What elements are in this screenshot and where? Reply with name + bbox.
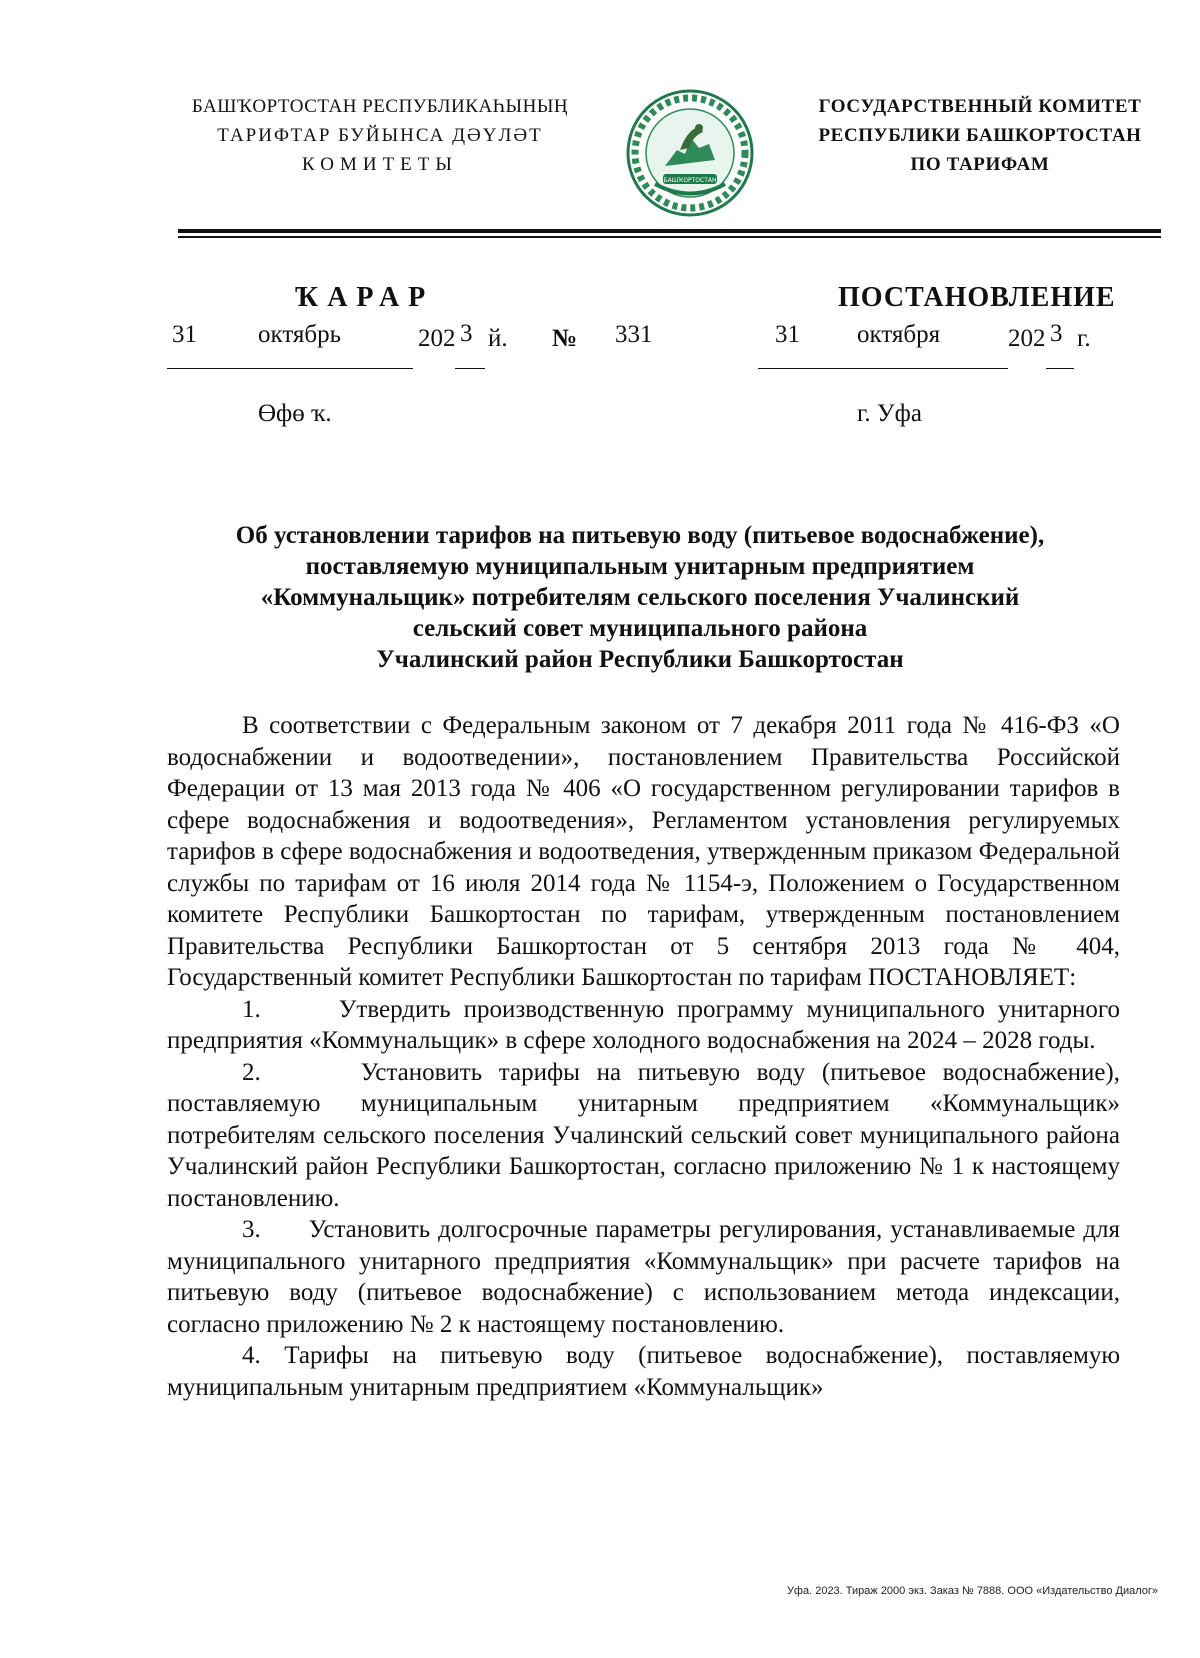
date-right-suffix: г. — [1077, 325, 1091, 352]
emblem-label: БАШҠОРТОСТАН — [663, 177, 717, 184]
document-heading — [160, 520, 1120, 675]
body-item-4: 4. Тарифы на питьевую воду (питьевое водоснабжение), поставляемую муниципальным унитарным предприятием «Коммунальщик» — [167, 1342, 1120, 1401]
date-right-year-prefix: 202 — [1008, 325, 1046, 352]
header-right-line-3: ПО ТАРИФАМ — [910, 154, 1050, 175]
header-left-line-3: КОМИТЕТЫ — [302, 154, 458, 175]
heading-line-2: поставляемую муниципальным унитарным предприятием — [305, 553, 975, 580]
date-left-year-prefix: 202 — [418, 325, 456, 352]
city-bashkir: Өфө ҡ. — [258, 400, 332, 427]
body-item-3: 3. Установить долгосрочные параметры регулирования, устанавливаемые для муниципального унитарного предприятия «Коммунальщик» при расчете тарифов на питьевую воду (питьевое водоснабжение) с использованием метода индексации, согласно приложению № 2 к настоящему постановлению. — [167, 1216, 1120, 1338]
document-body — [167, 710, 1120, 1403]
header-right-line-2: РЕСПУБЛИКИ БАШКОРТОСТАН — [818, 125, 1142, 146]
header-right-line-1: ГОСУДАРСТВЕННЫЙ КОМИТЕТ — [818, 96, 1142, 117]
header-left-line-1: БАШҠОРТОСТАН РЕСПУБЛИКАҺЫНЫҢ — [191, 96, 569, 117]
header-divider-thick — [178, 229, 1161, 233]
date-left-month: октябрь — [258, 321, 342, 348]
heading-line-5: Учалинский район Республики Башкортостан — [376, 646, 904, 673]
body-intro-paragraph: В соответствии с Федеральным законом от 7 декабря 2011 года № 416-ФЗ «О водоснабжении и водоотведении», постановлением Правительства Российской Федерации от 13 мая 2013 года № 406 «О государственном регулировании тарифов в сфере водоснабжения и водоотведения», Регламентом установления регулируемых тарифов в сфере водоснабжения и водоотведения, утвержденным приказом Федеральной службы по тарифам от 16 июля 2014 года № 1154-э, Положением о Государственном комитете Республики Башкортостан по тарифам, утвержденным постановлением Правительства Республики Башкортостан от 5 сентября 2013 года № 404, Государственный комитет Республики Башкортостан по тарифам ПОСТАНОВЛЯЕТ: — [167, 712, 1120, 991]
date-right-day: 31 — [775, 321, 800, 348]
printing-imprint: Уфа. 2023. Тираж 2000 экз. Заказ № 7888. ООО «Издательство Диалог» — [786, 1585, 1158, 1597]
title-karar: ҠАРАР — [295, 282, 435, 313]
document-number: 331 — [615, 321, 653, 348]
date-right-month: октября — [857, 321, 941, 348]
coat-of-arms-emblem — [625, 88, 755, 218]
header-russian — [790, 92, 1170, 179]
body-item-2: 2. Установить тарифы на питьевую воду (питьевое водоснабжение), поставляемую муниципальным унитарным предприятием «Коммунальщик» потребителям сельского поселения Учалинский сельский совет муниципального района Учалинский район Республики Башкортостан, согласно приложению № 1 к настоящему постановлению. — [167, 1058, 1120, 1212]
number-sign: № — [552, 325, 578, 352]
body-item-1: 1. Утвердить производственную программу муниципального унитарного предприятия «Коммунальщик» в сфере холодного водоснабжения на 2024 – 2028 годы. — [167, 995, 1120, 1054]
header-left-line-2: ТАРИФТАР БУЙЫНСА ДӘҮЛӘТ — [217, 125, 543, 146]
title-postanovlenie: ПОСТАНОВЛЕНИЕ — [838, 282, 1116, 313]
heading-line-1: Об установлении тарифов на питьевую воду (питьевое водоснабжение), — [235, 522, 1045, 549]
city-russian: г. Уфа — [857, 400, 922, 427]
date-left-year-digit: 3 — [460, 320, 473, 347]
heading-line-3: «Коммунальщик» потребителям сельского поселения Учалинский — [260, 584, 1020, 611]
heading-line-4: сельский совет муниципального района — [412, 615, 868, 642]
date-left-day: 31 — [172, 321, 197, 348]
date-right-year-digit: 3 — [1050, 320, 1063, 347]
header-divider-thin — [178, 236, 1161, 238]
header-bashkir — [170, 92, 590, 179]
date-left-suffix: й. — [488, 325, 508, 352]
